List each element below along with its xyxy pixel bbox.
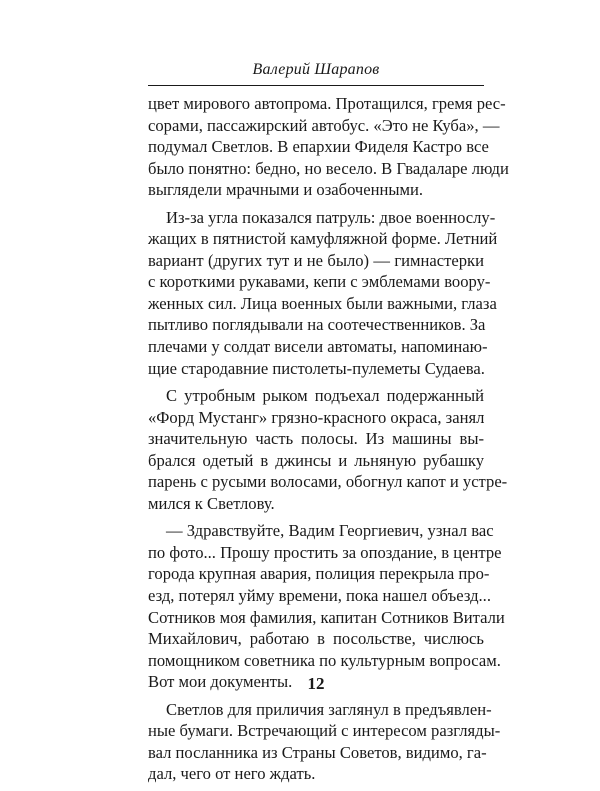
text-line: — Здравствуйте, Вадим Георгиевич, узнал вас (166, 521, 494, 541)
text-line: было понятно: бедно, но весело. В Гвадаларе люди (148, 158, 509, 178)
text-line: С утробным рыком подъехал подержанный (166, 386, 484, 406)
text-line: Светлов для приличия заглянул в предъявлен- (166, 699, 492, 719)
text-line: вал посланника из Страны Советов, видимо, га- (148, 742, 487, 762)
text-line: цвет мирового автопрома. Протащился, гремя рес- (148, 94, 506, 113)
text-line: женных сил. Лица военных были важными, глаза (148, 293, 497, 313)
running-head-author: Валерий Шарапов (252, 61, 380, 78)
text-line: пытливо поглядывали на соотечественников. За (148, 315, 486, 335)
header-rule (148, 85, 484, 86)
text-line: Михайлович, работаю в посольстве, числюсь (148, 629, 484, 649)
page-number: 12 (307, 674, 325, 693)
text-line: плечами у солдат висели автоматы, напоминаю- (148, 337, 488, 357)
paragraph-5 (148, 699, 501, 785)
text-line: Вот мои документы. (148, 672, 293, 692)
text-line: мился к Светлову. (148, 493, 275, 513)
text-line: значительную часть полосы. Из машины вы- (148, 429, 484, 449)
paragraph-3 (148, 385, 508, 514)
text-line: дал, чего от него ждать. (148, 764, 316, 784)
paragraph-2 (148, 207, 498, 379)
text-line: выглядели мрачными и озабоченными. (148, 180, 424, 200)
text-line: подумал Светлов. В епархии Фиделя Кастро все (148, 137, 489, 157)
text-line: вариант (других тут и не было) — гимнастерки (148, 250, 484, 270)
text-line: «Форд Мустанг» грязно-красного окраса, занял (148, 407, 485, 427)
text-line: Из-за угла показался патруль: двое военнослу- (166, 207, 496, 227)
text-line: парень с русыми волосами, обогнул капот и устре- (148, 472, 508, 492)
text-line: города крупная авария, полиция перекрыла про- (148, 564, 490, 584)
text-line: помощником советника по культурным вопросам. (148, 650, 501, 670)
text-line: щие стародавние пистолеты-пулеметы Судаева. (148, 358, 485, 378)
text-line: езд, потерял уйму времени, пока нашел объезд... (148, 586, 491, 606)
text-line: по фото... Прошу простить за опоздание, в центре (148, 542, 502, 562)
text-line: Сотников моя фамилия, капитан Сотников Витали (148, 607, 505, 627)
paragraph-1 (148, 93, 509, 201)
text-line: сорами, пассажирский автобус. «Это не Куба», — (148, 115, 500, 135)
text-line: брался одетый в джинсы и льняную рубашку (148, 450, 484, 470)
text-line: ные бумаги. Встречающий с интересом разгляды- (148, 721, 501, 741)
paragraph-4 (148, 520, 505, 692)
text-line: жащих в пятнистой камуфляжной форме. Летний (148, 229, 498, 249)
text-line: с короткими рукавами, кепи с эмблемами воору- (148, 272, 491, 292)
